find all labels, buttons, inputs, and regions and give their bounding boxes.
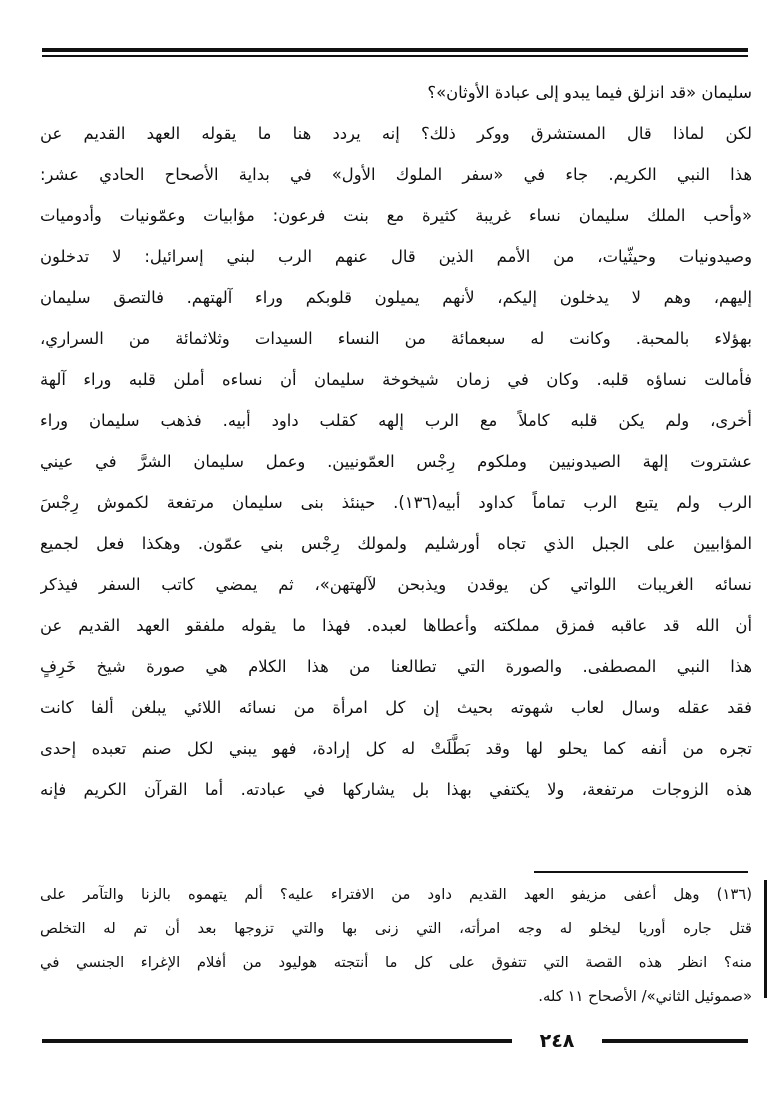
footnote-line: منه؟ انظر هذه القصة التي تتفوق على كل ما أنتجته هوليود من أفلام الإغراء الجنسي في <box>40 954 752 971</box>
text-line: بهؤلاء بالمحبة. وكانت له سبعمائة من النساء السيدات وثلاثمائة من السراري، <box>40 329 752 348</box>
text-line: لكن لماذا قال المستشرق ووكر ذلك؟ إنه يردد هنا ما يقوله العهد القديم عن <box>40 124 752 143</box>
text-line: هذه الزوجات مرتفعة، ولا يكتفي بهذا بل يشاركها في عبادته. أما القرآن الكريم فإنه <box>40 780 752 799</box>
footer-rule-right <box>602 1039 748 1043</box>
text-line: نسائه الغريبات اللواتي كن يوقدن ويذبحن لآلهتهن»، ثم يمضي كاتب السفر فيذكر <box>40 575 752 594</box>
footer-rule-left <box>42 1039 512 1043</box>
margin-bar <box>764 880 767 998</box>
footnote-line: قتل جاره أوريا ليخلو له وجه امرأته، التي زنى بها والتي تزوجها بعد أن تم له التخلص <box>40 920 752 937</box>
footnote-line: «صموئيل الثاني»/ الأصحاح ١١ كله. <box>538 988 752 1005</box>
footnote-line: (١٣٦) وهل أعفى مزيفو العهد القديم داود من الافتراء عليه؟ ألم يتهموه بالزنا والتآمر على <box>40 886 752 903</box>
page-number: ٢٤٨ <box>539 1030 575 1052</box>
text-line: إليهم، وهم لا يدخلون إليكم، لأنهم يميلون قلوبكم وراء آلهتهم. فالتصق سليمان <box>40 288 752 307</box>
text-line: الرب ولم يتبع الرب تماماً كداود أبيه(١٣٦). حينئذ بنى سليمان مرتفعة لكموش رِجْسَ <box>40 493 752 512</box>
header-rule-thin <box>42 55 748 57</box>
text-line: فقد عقله وسال لعاب شهوته بحيث إن كل امرأة من نسائه اللائي يبلغن ألفا كانت <box>40 698 752 717</box>
text-line: فأمالت نساؤه قلبه. وكان في زمان شيخوخة سليمان أن نساءه أملن قلبه وراء آلهة <box>40 370 752 389</box>
text-line: هذا النبي المصطفى. والصورة التي تطالعنا من هذا الكلام هي صورة شيخ خَرِفٍ <box>40 657 752 676</box>
text-line: المؤابيين على الجبل الذي تجاه أورشليم ولمولك رِجْس بني عمّون. وهكذا فعل لجميع <box>40 534 752 553</box>
text-line: «وأحب الملك سليمان نساء غريبة كثيرة مع بنت فرعون: مؤابيات وعمّونيات وأدوميات <box>40 206 752 225</box>
text-line: أن الله قد عاقبه فمزق مملكته وأعطاها لعبده. فهذا ما يقوله ملفقو العهد القديم عن <box>40 616 752 635</box>
footnote-separator <box>534 871 748 873</box>
text-line: سليمان «قد انزلق فيما يبدو إلى عبادة الأوثان»؟ <box>427 83 752 102</box>
text-line: تجره من أنفه كما يحلو لها وقد بَطَّلَتْ له كل إرادة، فهو يبني لكل صنم تعبده إحدى <box>40 739 752 758</box>
text-line: وصيدونيات وحيثّيات، من الأمم الذين قال عنهم الرب لبني إسرائيل: لا تدخلون <box>40 247 752 266</box>
footnotes <box>40 878 752 1014</box>
header-rule-thick <box>42 48 748 52</box>
text-line: عشتروت إلهة الصيدونيين وملكوم رِجْس العمّونيين. وعمل سليمان الشرَّ في عيني <box>40 452 752 471</box>
text-line: هذا النبي الكريم. جاء في «سفر الملوك الأول» في بداية الأصحاح الحادي عشر: <box>40 165 752 184</box>
text-line: أخرى، ولم يكن قلبه كاملاً مع الرب إلهه كقلب داود أبيه. فذهب سليمان وراء <box>40 411 752 430</box>
main-text <box>40 72 752 810</box>
